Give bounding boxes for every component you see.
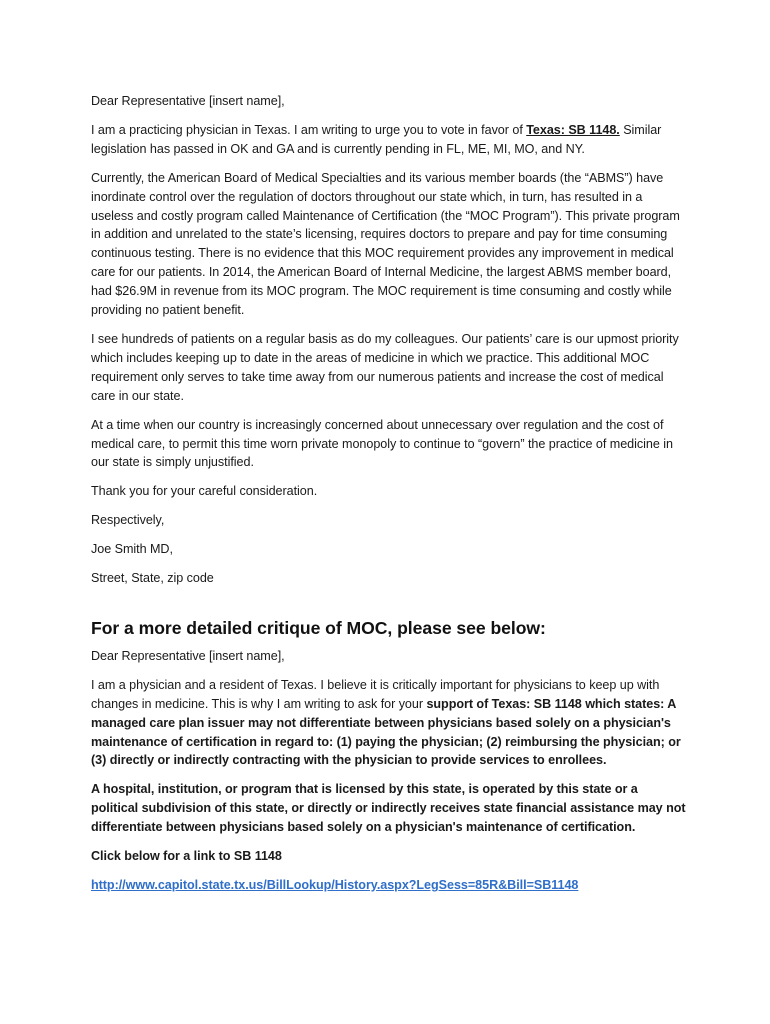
letter1-paragraph-3: I see hundreds of patients on a regular basis as do my colleagues. Our patients’ care is our upmost priority which includes keeping up to date in the areas of medicine in which we practice. This additional MOC requirement only serves to take time away from our numerous patients and increase the cost of medical care in our state.	[91, 331, 679, 403]
bill-reference: Texas: SB 1148.	[526, 122, 620, 137]
letter1-p1-text-end: Similar legislation has passed in OK and GA and is currently pending in FL, ME, MI, MO, and NY.	[91, 122, 662, 156]
document-page	[91, 92, 687, 905]
link-paragraph	[91, 876, 687, 895]
link-intro: Click below for a link to SB 1148	[91, 849, 282, 864]
letter2-p1-bold-text: support of Texas: SB 1148 which states: A managed care plan issuer may not differentiate between physicians based solely on a physician's maintenance of certification in regard to: (1) paying the physician; (2) reimbursing the physician; or (3) directly or indirectly contracting with the physician to provide services to enrollees.	[91, 696, 681, 768]
letter1-paragraph-4: At a time when our country is increasingly concerned about unnecessary over regulation and the cost of medical care, to permit this time worn private monopoly to continue to “govern” the practice of medicine in our state is simply unjustified.	[91, 417, 673, 470]
letter1-paragraph-1	[91, 121, 687, 159]
letter2-salutation: Dear Representative [insert name],	[91, 648, 285, 663]
letter1-signature-name: Joe Smith MD,	[91, 542, 173, 557]
section-title: For a more detailed critique of MOC, please see below:	[91, 617, 546, 638]
letter1-p1-text: I am a practicing physician in Texas. I am writing to urge you to vote in favor of	[91, 122, 527, 137]
letter1-thanks: Thank you for your careful consideration.	[91, 484, 318, 499]
sb1148-link[interactable]: http://www.capitol.state.tx.us/BillLookup/History.aspx?LegSess=85R&Bill=SB1148	[91, 878, 579, 892]
letter2-p1-text: I am a physician and a resident of Texas. I believe it is critically important for physicians to keep up with changes in medicine. This is why I am writing to ask for your	[91, 677, 660, 711]
letter1-salutation: Dear Representative [insert name],	[91, 94, 285, 108]
letter1-paragraph-2: Currently, the American Board of Medical Specialties and its various member boards (the “ABMS”) have inordinate control over the regulation of doctors throughout our state which, in turn, has resulted in a useless and costly program called Maintenance of Certification (the “MOC Program”). This private program in addition and unrelated to the state’s licensing, requires doctors to prepare and pay for time consuming continuous testing. There is no evidence that this MOC requirement provides any improvement in medical care for our patients. In 2014, the American Board of Internal Medicine, the largest ABMS member board, had $26.9M in revenue from its MOC program. The MOC requirement is time consuming and costly while providing no patient benefit.	[91, 170, 680, 318]
letter2-paragraph-2: A hospital, institution, or program that is licensed by this state, is operated by this state or a political subdivision of this state, or directly or indirectly receives state financial assistance may not differentiate between physicians based solely on a physician's maintenance of certification.	[91, 782, 686, 835]
letter2-paragraph-1	[91, 676, 687, 771]
letter1-address: Street, State, zip code	[91, 571, 214, 586]
letter1-closing: Respectively,	[91, 513, 165, 528]
